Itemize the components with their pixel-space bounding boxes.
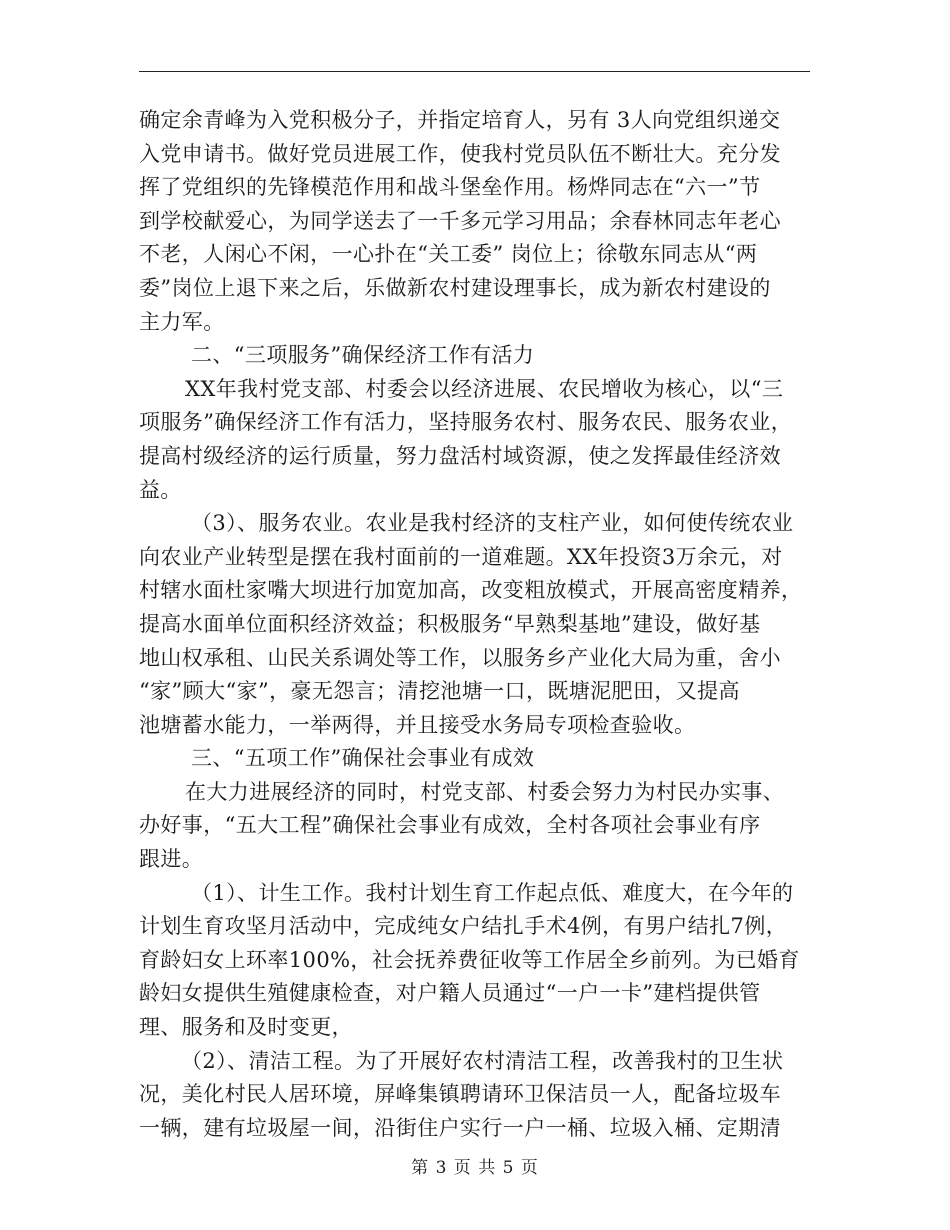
paragraph-start: （1）、计生工作。我村计划生育工作起点低、难度大，在今年的 — [191, 880, 794, 905]
text-line: 龄妇女提供生殖健康检查，对户籍人员通过“一户一卡”建档提供管 — [139, 981, 761, 1006]
page-number-footer: 第 3 页 共 5 页 — [411, 1158, 539, 1178]
paragraph-start: （2）、清洁工程。为了开展好农村清洁工程，改善我村的卫生状 — [181, 1048, 784, 1073]
text-line: 确定余青峰为入党积极分子，并指定培育人，另有 3人向党组织递交 — [139, 108, 781, 132]
text-line: 办好事，“五大工程”确保社会事业有成效，全村各项社会事业有序 — [139, 813, 761, 838]
text-line: 计划生育攻坚月活动中，完成纯女户结扎手术4例，有男户结扎7例， — [139, 914, 788, 939]
text-line: 入党申请书。做好党员进展工作，使我村党员队伍不断壮大。充分发 — [139, 141, 781, 166]
text-line: 提高水面单位面积经济效益；积极服务“早熟梨基地”建设，做好基 — [139, 611, 761, 636]
text-line: 主力军。 — [139, 309, 225, 334]
text-line: 村辖水面杜家嘴大坝进行加宽加高，改变粗放模式，开展高密度精养， — [139, 578, 803, 603]
text-line: 跟进。 — [139, 847, 204, 872]
text-line: 不老，人闲心不闲，一心扑在“关工委” 岗位上；徐敬东同志从“两 — [139, 242, 758, 267]
text-line: 向农业产业转型是摆在我村面前的一道难题。XX年投资3万余元，对 — [139, 544, 783, 569]
text-line: 委”岗位上退下来之后，乐做新农村建设理事长，成为新农村建设的 — [139, 275, 771, 300]
text-line: 项服务”确保经济工作有活力，坚持服务农村、服务农民、服务农业， — [139, 410, 793, 435]
text-line: 益。 — [139, 477, 182, 502]
text-line: 地山权承租、山民关系调处等工作，以服务乡产业化大局为重，舍小 — [139, 645, 781, 670]
text-line: 一辆，建有垃圾屋一间，沿街住户实行一户一桶、垃圾入桶、定期清 — [139, 1115, 781, 1140]
text-line: 理、服务和及时变更， — [139, 1015, 353, 1040]
paragraph-start: XX年我村党支部、村委会以经济进展、农民增收为核心，以“三 — [185, 376, 784, 401]
text-line: 育龄妇女上环率100%，社会抚养费征收等工作居全乡前列。为已婚育 — [139, 947, 800, 972]
text-line: 况，美化村民人居环境，屏峰集镇聘请环卫保洁员一人，配备垃圾车 — [139, 1082, 781, 1107]
header-rule — [139, 71, 810, 72]
section-heading: 二、“三项服务”确保经济工作有活力 — [191, 343, 535, 368]
text-line: “家”顾大“家”，豪无怨言；清挖池塘一口，既塘泥肥田，又提高 — [139, 679, 740, 704]
paragraph-start: （3）、服务农业。农业是我村经济的支柱产业，如何使传统农业 — [191, 511, 794, 536]
text-line: 到学校献爱心，为同学送去了一千多元学习用品；余春林同志年老心 — [139, 208, 781, 233]
text-line: 提高村级经济的运行质量，努力盘活村域资源，使之发挥最佳经济效 — [139, 443, 781, 468]
document-body — [139, 104, 810, 1145]
paragraph-start: 在大力进展经济的同时，村党支部、村委会努力为村民办实事、 — [185, 779, 785, 804]
text-line: 挥了党组织的先锋模范作用和战斗堡垒作用。杨烨同志在“六一”节 — [139, 175, 761, 200]
section-heading: 三、“五项工作”确保社会事业有成效 — [191, 746, 535, 771]
text-line: 池塘蓄水能力，一举两得，并且接受水务局专项检查验收。 — [139, 712, 696, 737]
